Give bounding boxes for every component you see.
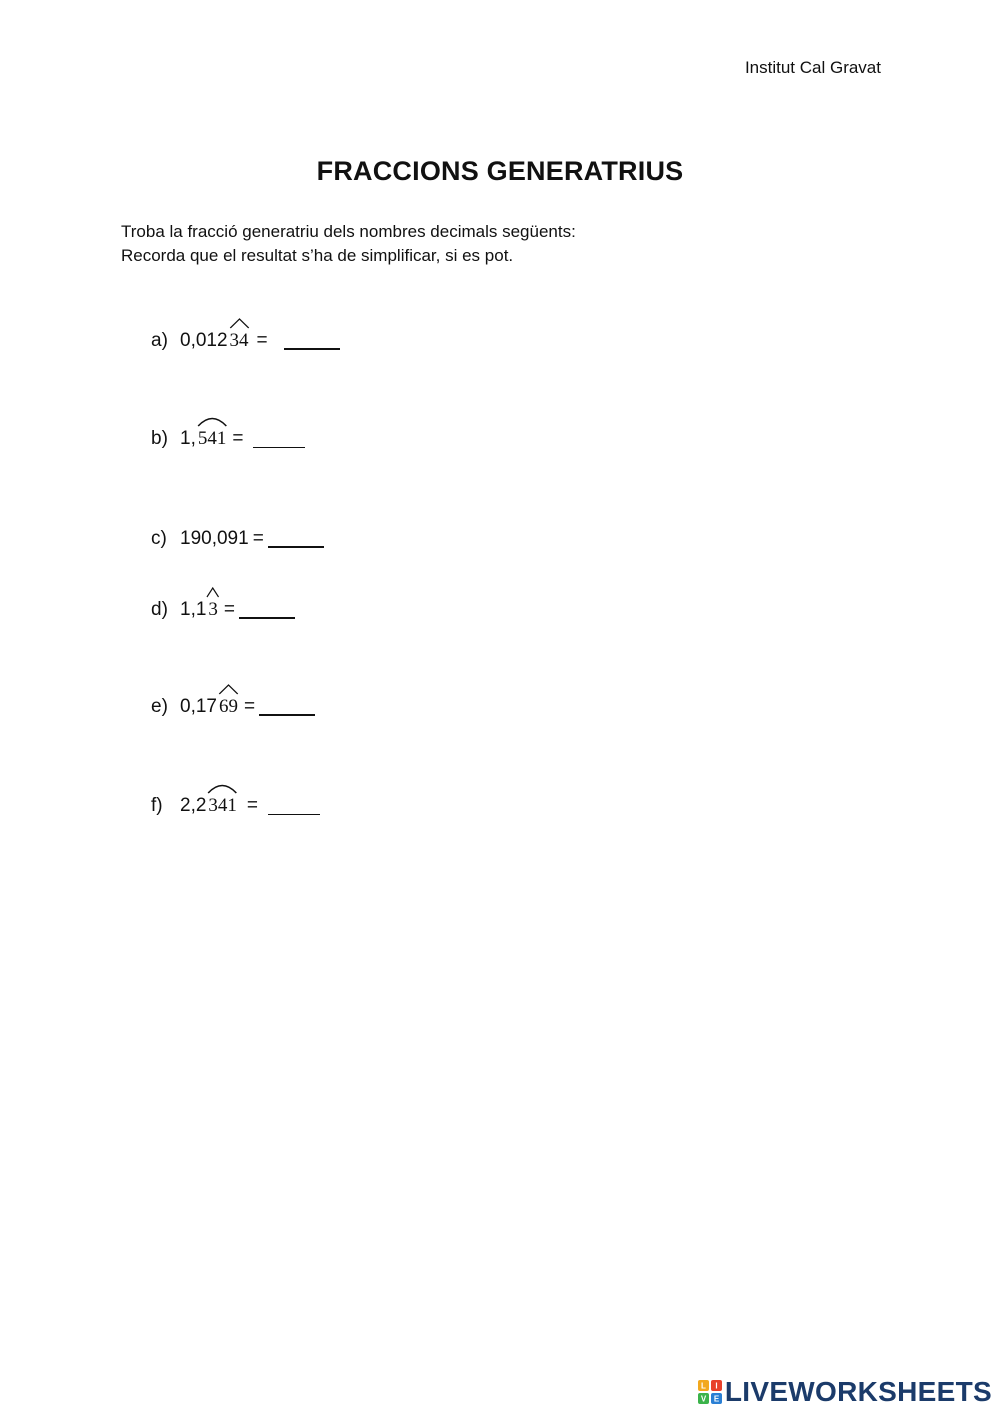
- exercise-f: [151, 795, 320, 817]
- svg-text:L: L: [700, 1381, 706, 1391]
- exercise-prefix: 1,: [180, 428, 196, 449]
- exercise-prefix: 0,17: [180, 696, 217, 717]
- answer-blank[interactable]: [259, 713, 315, 716]
- exercise-label: b): [151, 428, 168, 449]
- instructions: [121, 220, 576, 268]
- liveworksheets-mark-icon: [698, 1380, 722, 1404]
- period-arc-icon: [206, 782, 239, 794]
- exercise-e: [151, 696, 315, 718]
- svg-text:E: E: [713, 1394, 720, 1404]
- exercise-d: [151, 599, 295, 621]
- equals-sign: =: [223, 599, 236, 620]
- repeating-period: [206, 795, 239, 817]
- answer-blank[interactable]: [284, 347, 340, 350]
- equals-sign: =: [243, 696, 256, 717]
- exercise-label: f): [151, 795, 163, 816]
- equals-sign: =: [256, 330, 268, 351]
- page-title: FRACCIONS GENERATRIUS: [316, 156, 684, 186]
- equals-sign: =: [232, 428, 244, 449]
- school-name: Institut Cal Gravat: [744, 58, 881, 77]
- period-digits: 541: [197, 428, 227, 449]
- repeating-period: [196, 428, 229, 450]
- instruction-line-1: Troba la fracció generatriu dels nombres decimals següents:: [121, 222, 576, 241]
- period-arc-icon: [206, 586, 220, 598]
- exercise-label: a): [151, 330, 168, 351]
- answer-blank[interactable]: [268, 813, 320, 815]
- exercise-label: c): [151, 528, 167, 549]
- svg-text:I: I: [715, 1381, 718, 1391]
- period-digits: 34: [229, 330, 249, 351]
- exercise-a: [151, 330, 340, 352]
- svg-text:V: V: [700, 1394, 707, 1404]
- period-arc-icon: [217, 683, 240, 695]
- period-arc-icon: [228, 317, 251, 329]
- exercise-label: e): [151, 696, 168, 717]
- equals-sign: =: [252, 528, 264, 549]
- repeating-period: [228, 330, 251, 352]
- exercise-c: [151, 528, 324, 550]
- period-digits: 341: [208, 795, 237, 816]
- exercise-prefix: 1,1: [180, 599, 207, 620]
- exercise-prefix: 2,2: [180, 795, 207, 816]
- answer-blank[interactable]: [239, 616, 295, 619]
- exercise-label: d): [151, 599, 168, 620]
- repeating-period: [217, 696, 240, 718]
- equals-sign: =: [246, 795, 259, 816]
- exercise-prefix: 190,091: [180, 528, 249, 549]
- exercise-b: [151, 428, 305, 450]
- answer-blank[interactable]: [253, 446, 305, 448]
- period-arc-icon: [196, 415, 229, 427]
- repeating-period: [206, 599, 220, 621]
- logo-text: LIVEWORKSHEETS: [724, 1376, 992, 1407]
- period-digits: 3: [208, 599, 218, 620]
- exercise-prefix: 0,012: [180, 330, 228, 351]
- period-digits: 69: [218, 696, 238, 717]
- answer-blank[interactable]: [268, 545, 324, 548]
- instruction-line-2: Recorda que el resultat s’ha de simplificar, si es pot.: [121, 246, 514, 265]
- liveworksheets-logo[interactable]: [698, 1376, 992, 1408]
